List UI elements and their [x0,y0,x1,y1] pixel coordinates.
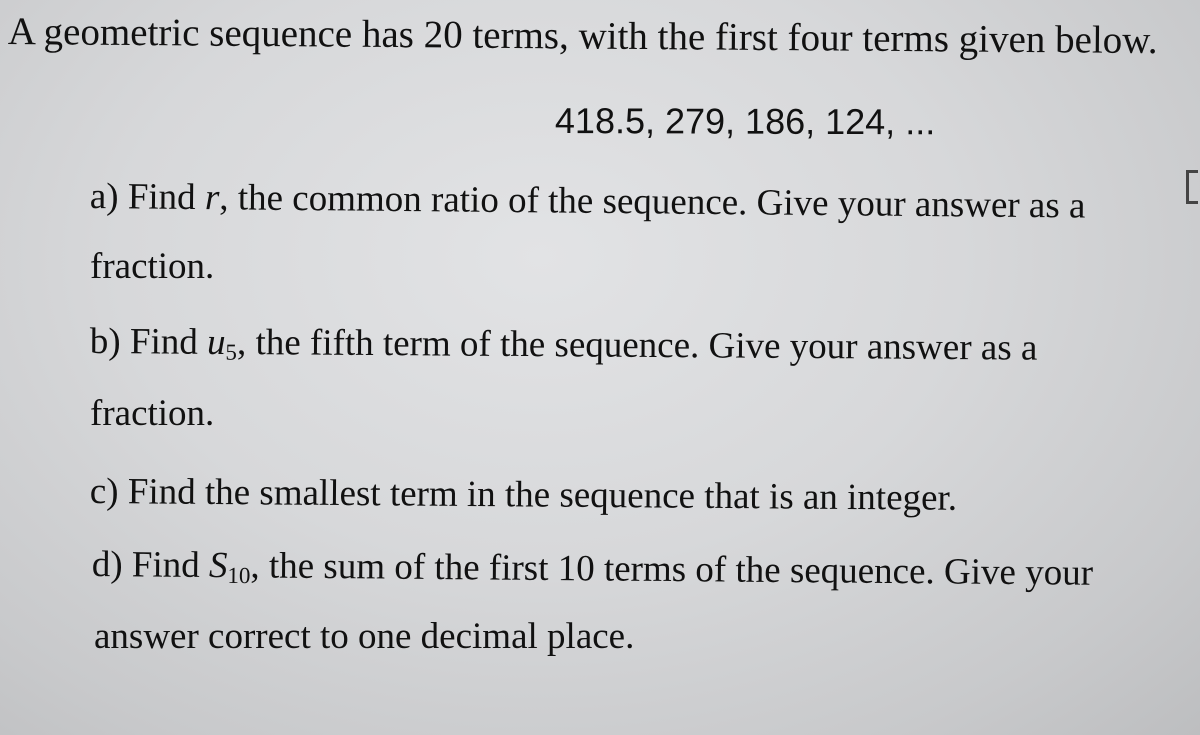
question-b-continuation: fraction. [90,393,215,434]
sequence-terms: 418.5, 279, 186, 124, ... [554,100,936,143]
question-c: c) Find the smallest term in the sequence that is an integer. [89,471,958,519]
question-d-prefix: d) Find [91,544,210,587]
sum-subscript: 10 [227,562,251,589]
term-subscript: 5 [225,339,238,365]
question-d [92,546,1093,592]
ratio-symbol: r [204,177,220,219]
question-a-text: , the common ratio of the sequence. Give your answer as a [219,177,1086,227]
question-b-prefix: b) Find [89,321,208,363]
edge-bracket-mark [1186,170,1198,204]
question-a [90,178,1086,225]
question-a-continuation: fraction. [90,246,215,287]
question-a-prefix: a) Find [89,176,206,219]
question-d-continuation: answer correct to one decimal place. [94,616,635,657]
term-symbol: u [206,321,226,363]
sum-symbol: S [208,545,228,587]
question-b-text: , the fifth term of the sequence. Give your answer as a [236,322,1038,369]
intro-text: A geometric sequence has 20 terms, with the first four terms given below. [7,10,1158,63]
question-d-text: , the sum of the first 10 terms of the sequence. Give your [250,545,1094,594]
question-b [90,323,1038,367]
